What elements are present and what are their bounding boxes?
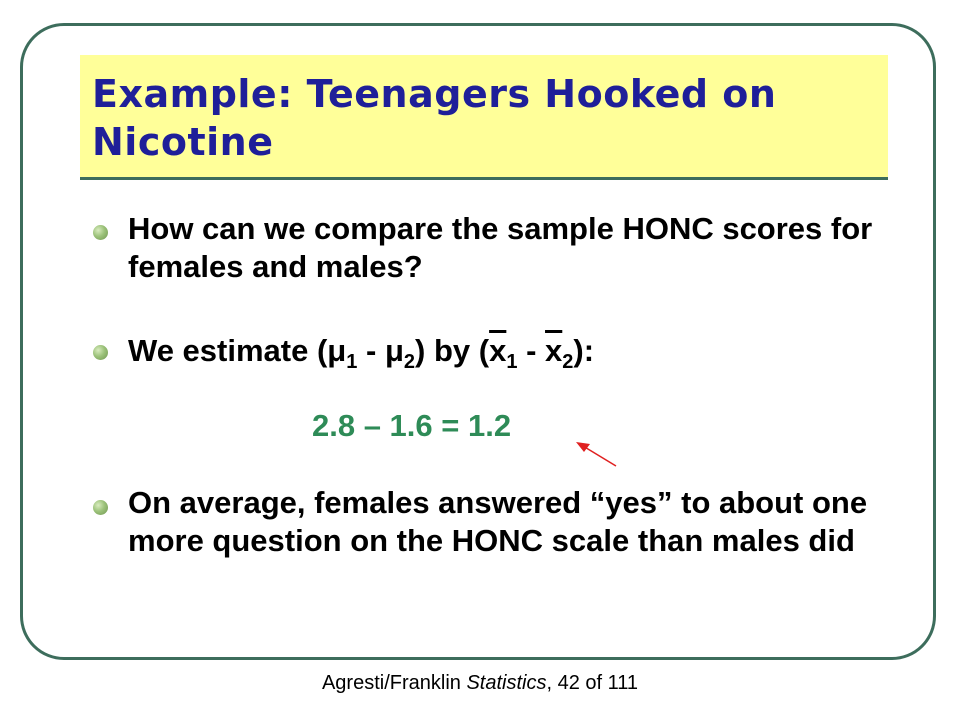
bullet-icon <box>93 500 108 515</box>
slide-footer: Agresti/Franklin Statistics, 42 of 111 <box>321 672 639 694</box>
difference-equation: 2.8 – 1.6 = 1.2 <box>312 408 512 443</box>
bullet-1-text: How can we compare the sample HONC scores for females and males? <box>128 211 873 284</box>
bullet-3-text: On average, females answered “yes” to about one more question on the HONC scale than males did <box>128 485 868 558</box>
slide-title: Example: Teenagers Hooked on Nicotine <box>92 72 777 164</box>
bullet-2-text: We estimate $(\mu_1 - \mu_2)$ by $(\overline{x}_1 - \overline{x}_2)$: <box>128 333 595 374</box>
